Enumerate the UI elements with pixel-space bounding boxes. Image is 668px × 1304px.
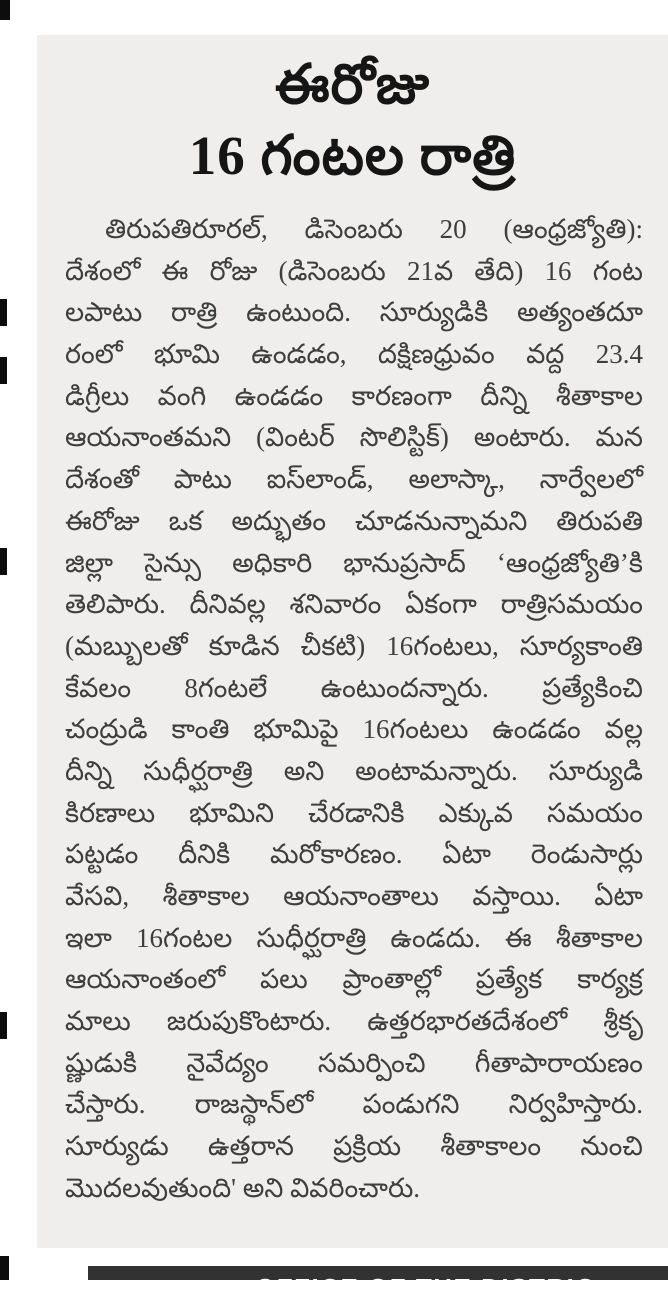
article-body-line: తెలిపారు. దీనివల్ల శనివారం ఏకంగా రాత్రిసమయం xyxy=(65,589,643,620)
banner-partial-text: OFFICE OF THE DISTRIC xyxy=(255,1273,596,1303)
article-body-line: వేసవి, శీతాకాల ఆయనాంతాలు వస్తాయి. ఏటా xyxy=(65,881,643,911)
article-body-line: దీన్ని సుధీర్ఘరాత్రి అని అంటామన్నారు. సూర్యుడి xyxy=(65,755,643,786)
article-body-line: మాలు జరుపుకొంటారు. ఉత్తరభారతదేశంలో శ్రీకృ xyxy=(65,1006,643,1037)
article-body-line: దేశంతో పాటు ఐస్‌లాండ్, అలాస్కా, నార్వేలలో xyxy=(65,464,643,495)
article-headline xyxy=(37,35,668,191)
article-body-line: ఆయనాంతంలో పలు ప్రాంతాల్లో ప్రత్యేక కార్యక్ర xyxy=(65,964,643,995)
article-body-line: పట్టడం దీనికి మరోకారణం. ఏటా రెండుసార్లు xyxy=(65,839,643,870)
article-body-line: సూర్యుడు ఉత్తరాన ప్రక్రియ శీతాకాలం నుంచి xyxy=(65,1131,643,1162)
article-body-line: ఇలా 16గంటల సుధీర్ఘరాత్రి ఉండదు. ఈ శీతాకాల xyxy=(65,922,643,953)
article-body-line: కేవలం 8గంటలే ఉంటుందన్నారు. ప్రత్యేకించి xyxy=(65,672,643,703)
headline-line-1: ఈరోజు xyxy=(274,54,431,115)
article-body-line: లపాటు రాత్రి ఉంటుంది. సూర్యుడికి అత్యంతదూ xyxy=(65,297,643,328)
scan-edge-mark xyxy=(0,357,7,384)
scan-edge-mark xyxy=(0,1256,9,1280)
article-body-line: ఈరోజు ఒక అద్భుతం చూడనున్నామని తిరుపతి xyxy=(65,505,643,536)
article-body-line: (మబ్బులతో కూడిన చీకటి) 16గంటలు, సూర్యకాంతి xyxy=(65,630,643,661)
headline-line-2: 16 గంటల రాత్రి xyxy=(188,125,517,186)
article-body-line: చేస్తారు. రాజస్థాన్‌లో పండుగని నిర్వహిస్తారు. xyxy=(65,1089,643,1120)
article-body-line: రంలో భూమి ఉండడం, దక్షిణధ్రువం వద్ద 23.4 xyxy=(65,339,643,370)
article-body-line: ఆయనాంతమని (వింటర్ సొలిస్టిక్) అంటారు. మన xyxy=(65,422,643,453)
article-body-line: మొదలవుతుంది' అని వివరించారు. xyxy=(65,1172,421,1203)
article-body-line: దేశంలో ఈ రోజు (డిసెంబరు 21వ తేది) 16 గంట xyxy=(65,255,643,286)
scan-edge-mark xyxy=(0,0,10,20)
newspaper-clipping xyxy=(37,35,668,1248)
article-body-line: ష్ణుడుకి నైవేద్యం సమర్పించి గీతాపారాయణం xyxy=(65,1047,643,1078)
scan-edge-mark xyxy=(0,299,7,326)
article-body-line: కిరణాలు భూమిని చేరడానికి ఎక్కువ సమయం xyxy=(65,797,643,828)
scan-edge-mark xyxy=(0,548,7,575)
article-body-line: జిల్లా సైన్సు అధికారి భానుప్రసాద్ ‘ఆంధ్రజ్యోతి’కి xyxy=(65,547,643,578)
cropped-banner-bar xyxy=(88,1266,668,1303)
article-body-line: చంద్రుడి కాంతి భూమిపై 16గంటలు ఉండడం వల్ల xyxy=(65,714,643,745)
article-body-line: తిరుపతిరూరల్, డిసెంబరు 20 (ఆంధ్రజ్యోతి): xyxy=(105,214,643,244)
article-body xyxy=(65,209,643,1210)
scan-edge-mark xyxy=(0,1012,7,1039)
article-body-line: డిగ్రీలు వంగి ఉండడం కారణంగా దీన్ని శీతాకాల xyxy=(65,380,643,411)
